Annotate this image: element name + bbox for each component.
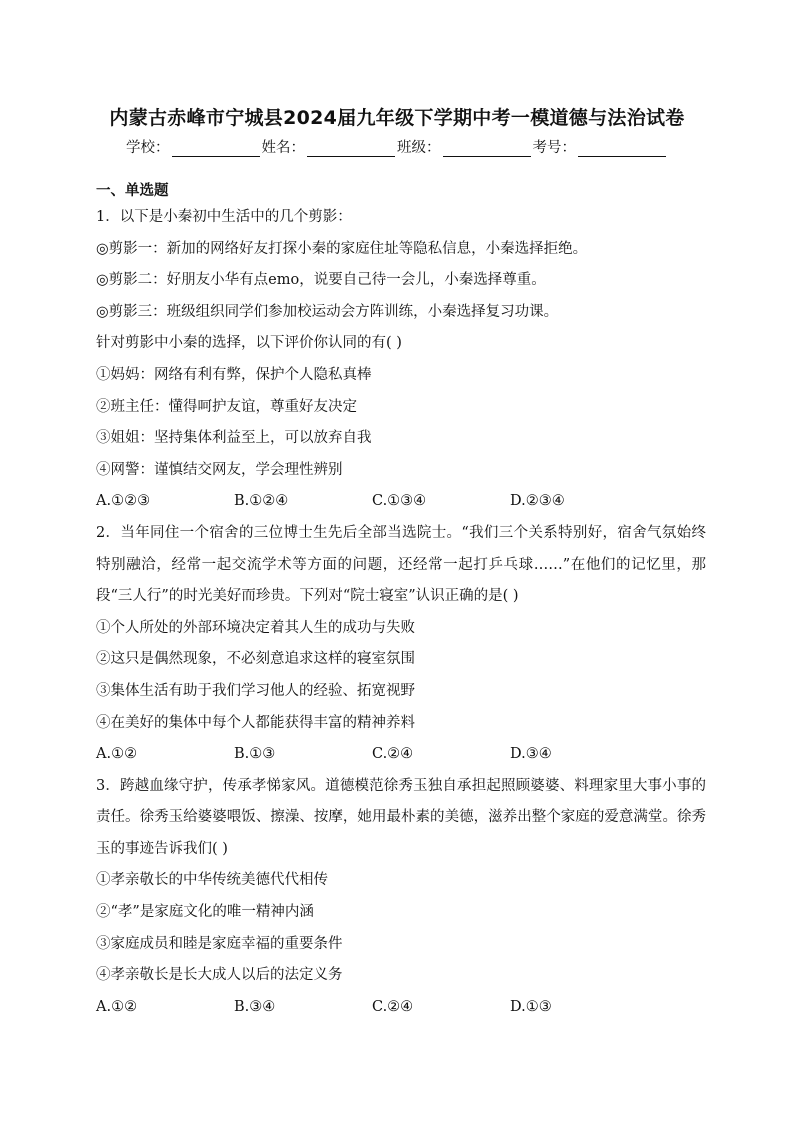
option-b[interactable]: B.①②④ [234,493,289,510]
option-d[interactable]: D.①③ [510,998,552,1015]
exam-content [96,180,706,1023]
answer-options [96,739,706,771]
student-info-row [0,136,794,157]
question-stem-line: 1．以下是小秦初中生活中的几个剪影： [96,209,352,225]
exam-number-blank[interactable] [578,140,666,157]
answer-options [96,992,706,1024]
question-stem-line: ◎剪影一：新加的网络好友打探小秦的家庭住址等隐私信息，小秦选择拒绝。 [96,240,588,257]
option-c[interactable]: C.②④ [372,746,414,763]
section-title: 一、单选题 [96,183,169,199]
option-a[interactable]: A.①②③ [96,493,151,510]
exam-number-field: 考号： [533,136,669,157]
question-3 [96,771,706,1024]
statement-item: ③家庭成员和睦是家庭幸福的重要条件 [96,935,343,952]
question-2 [96,518,706,771]
question-1 [96,202,706,518]
option-b[interactable]: B.③④ [234,998,276,1015]
option-c[interactable]: C.①③④ [372,493,427,510]
school-blank[interactable] [172,140,260,157]
answer-options [96,486,706,518]
statement-item: ④孝亲敬长是长大成人以后的法定义务 [96,967,343,984]
statement-item: ②班主任：懂得呵护友谊，尊重好友决定 [96,398,357,415]
class-blank[interactable] [443,140,531,157]
question-stem-line: ◎剪影三：班级组织同学们参加校运动会方阵训练，小秦选择复习功课。 [96,303,559,320]
statement-item: ③姐姐：坚持集体利益至上，可以放弃自我 [96,430,372,447]
statement-item: ①个人所处的外部环境决定着其人生的成功与失败 [96,619,415,636]
statement-item: ②这只是偶然现象，不必刻意追求这样的寝室氛围 [96,651,415,668]
option-d[interactable]: D.③④ [510,746,552,763]
name-field: 姓名： [262,136,398,157]
name-blank[interactable] [307,140,395,157]
school-field: 学校： [126,136,262,157]
exam-title: 内蒙古赤峰市宁城县2024届九年级下学期中考一模道德与法治试卷 [109,107,685,129]
question-stem-line: ◎剪影二：好朋友小华有点emo，说要自己待一会儿，小秦选择尊重。 [96,272,546,289]
statement-item: ①妈妈：网络有利有弊，保护个人隐私真棒 [96,366,372,383]
class-field: 班级： [397,136,533,157]
option-a[interactable]: A.①② [96,998,138,1015]
question-stem: 2．当年同住一个宿舍的三位博士生先后全部当选院士。“我们三个关系特别好，宿舍气氛始终特别融洽，经常一起交流学术等方面的问题，还经常一起打乒乓球……”在他们的记忆里，那段“三人行”的时光美好而珍贵。下列对“院士寝室”认识正确的是( ) [96,524,706,605]
statement-item: ③集体生活有助于我们学习他人的经验、拓宽视野 [96,682,415,699]
statement-item: ②“孝”是家庭文化的唯一精神内涵 [96,904,314,921]
statement-item: ④在美好的集体中每个人都能获得丰富的精神养料 [96,714,415,731]
question-stem-line: 针对剪影中小秦的选择，以下评价你认同的有( ) [96,335,402,352]
statement-item: ④网警：谨慎结交网友，学会理性辨别 [96,461,343,478]
question-stem: 3．跨越血缘守护，传承孝悌家风。道德模范徐秀玉独自承担起照顾婆婆、料理家里大事小事的责任。徐秀玉给婆婆喂饭、擦澡、按摩，她用最朴素的美德，滋养出整个家庭的爱意满堂。徐秀玉的事迹告诉我们( ) [96,777,706,857]
option-d[interactable]: D.②③④ [510,493,565,510]
option-b[interactable]: B.①③ [234,746,276,763]
option-c[interactable]: C.②④ [372,998,414,1015]
statement-item: ①孝亲敬长的中华传统美德代代相传 [96,872,328,889]
option-a[interactable]: A.①② [96,746,138,763]
